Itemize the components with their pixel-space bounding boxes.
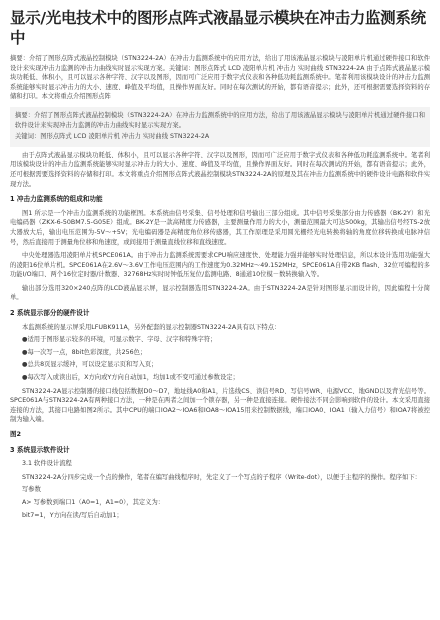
keywords-inline-text: 图形点阵式 LCD 凌阳单片机 冲击力 实时曲线 STN3224-2A 由于点阵式液晶显示模块功耗低、体积小，且可以显示各种字符、汉字以及图形，因而可广泛应用于数字式仪表和各种低功耗监测系统中。笔者利用该模块设计的冲击力监测系统能够实时显示冲击力的大小、速度、峰值及平均值，且操作界面友好。同时在每次测试的开始，都有语音提示；此外，还可根据需要选择资料的存储和打印。本文将重点介绍图形点阵	[10, 64, 431, 101]
abstract-box	[10, 107, 430, 147]
box-abstract: 摘要：介绍了图形点阵式液晶控制模块（STN3224-2A）在冲击力监测系统中的应用方法，给出了用该液晶显示模块与凌阳单片机通过硬件接口和软件设计来实现冲击力监测的冲击力曲线实时显示实现方案。	[15, 111, 425, 129]
section-3-paragraph-1: STN3224-2A分四步完成一个点的操作，笔者在编写曲线程序时，先定义了一个写点的子程序（Write-dot），以便于主程序的操作。程序如下：	[22, 473, 421, 481]
code-line: bit7=1，Y方向在读/写后自动加1；	[22, 511, 123, 519]
section-2-paragraph-2: STN3224-2A显示控制器的接口线包括数据D0～D7，地址线A0和A1，片选线CS、读信号RD、写信号WR、电源VCC、地GND以及背光信号等。SPCE061A与STN3224-2A有两种接口方法，一种是在两者之间加一个锁存器，另一种是直接连接。硬件接法不同会影响到软件的设计。本文采用直接连接的方法，其接口电路如图2所示。其中CPU的端口IOA2～IOA6和IOA8～IOA15用来控制数据线，端口IOA0、IOA1（输入力信号）和IOA7将被控制为输入端。	[10, 387, 430, 424]
section-1-heading: 1 冲击力监测系统的组成和功能	[10, 195, 103, 204]
box-keywords: 关键词：图形点阵式 LCD 凌阳单片机 冲击力 实时曲线 STN3224-2A	[15, 133, 210, 141]
section-1-paragraph-1: 图1 所示是一个冲击力监测系统的功能框图。本系统由信号采集、信号处理和信号输出三部分组成。其中信号采集部分由力传感器（BK-2Y）和光电编码器（ZKX-6-50BM7.5-G05E）组成。BK-2Y是一款高精度力传感器，主要测量作用力的大小，测量范围最大可达500kg，其输出信号经TS-2放大器放大后，输出电压范围为-5V～+5V；光电编码器是高精度角位移传感器，其工作原理是采用圆光栅经光电转换将轴的角度位移转换成电脉冲信号，然后直接用于测量角位移和角速度，或间接用于测量直线位移和直线速度。	[10, 209, 430, 246]
section-3-1-heading: 3.1 软件设计流程	[22, 460, 72, 468]
section-3-heading: 3 系统显示软件设计	[10, 445, 70, 454]
feature-bullet: ●适用于图形显示较多的环境，可显示数字、字母、汉字和特殊字符；	[22, 336, 217, 344]
section-1-paragraph-2: 中央处理器选用凌阳单片机SPCE061A。由于冲击力监测系统需要求CPU响应速度快、处理能力强并能够实时处理信息，所以本设计选用功能强大的凌阳16位单片机。SPCE061A在2.6V～3.6V工作电压范围内的工作速度为0.32MHz～49.152MHz，SPCE061A自带2KB flash、32位可编程的多功能I/O端口、两个16位定时器/计数器、32768Hz实时时钟低压复位/监测电路、8通道10位模－数转换输入等。	[10, 252, 430, 279]
feature-bullet: ●总共8页显示缓冲，可以设定显示页和写入页；	[22, 361, 158, 369]
abstract-text: 介绍了图形点阵式液晶控制模块（STN3224-2A）在冲击力监测系统中的应用方法，给出了用该液晶显示模块与凌阳单片机通过硬件接口和软件设计来实现冲击力监测的冲击力曲线实时显示实现方案。	[10, 55, 430, 72]
code-line: A> 写参数到端口1（A0=1，A1=0），其定义为：	[22, 498, 165, 506]
feature-bullet: ●每一次写一点，8bit色彩深度，共256色；	[22, 348, 147, 356]
code-line: 写参数	[22, 486, 41, 494]
figure-2-caption: 图2	[10, 430, 22, 438]
keywords-label: 关键词：	[168, 64, 195, 72]
abstract-paragraph	[10, 54, 430, 102]
abstract-label: 摘要：	[10, 55, 30, 62]
intro-paragraph: 由于点阵式液晶显示模块功耗低、体积小，且可以显示各种字符、汉字以及图形，因而可广泛应用于数字式仪表和各种低功耗监测系统中。笔者利用该模块设计的冲击力监测系统能够实时显示冲击力的大小、速度、峰值及平均值，且操作界面友好。同时在每次测试的开始，都有语音提示；此外，还可根据需要选择资料的存储和打印。本文将重点介绍图形点阵式液晶控制模块STN3224-2A的原理及其在冲击力监测系统中的硬件设计电路和软件实现方法。	[10, 151, 430, 188]
section-2-paragraph-1: 本监测系统的显示屏采用LFUBK911A，另外配套的显示控制器STN3224-2A具有以下特点：	[22, 323, 281, 331]
section-1-paragraph-3: 输出部分选用320×240点阵的LCD液晶显示屏，显示控制器选用STN3224-2A。由于STN3224-2A是针对图形显示而设计的，因此编程十分简单。	[10, 284, 430, 302]
feature-bullet: ●每次写入或读出后，X方向或Y方向自动加1，均加1或不变可通过参数设定；	[22, 374, 239, 382]
section-2-heading: 2 系统显示部分的硬件设计	[10, 309, 90, 318]
article-title: 显示/光电技术中的图形点阵式液晶显示模块在冲击力监测系统中	[10, 9, 426, 47]
